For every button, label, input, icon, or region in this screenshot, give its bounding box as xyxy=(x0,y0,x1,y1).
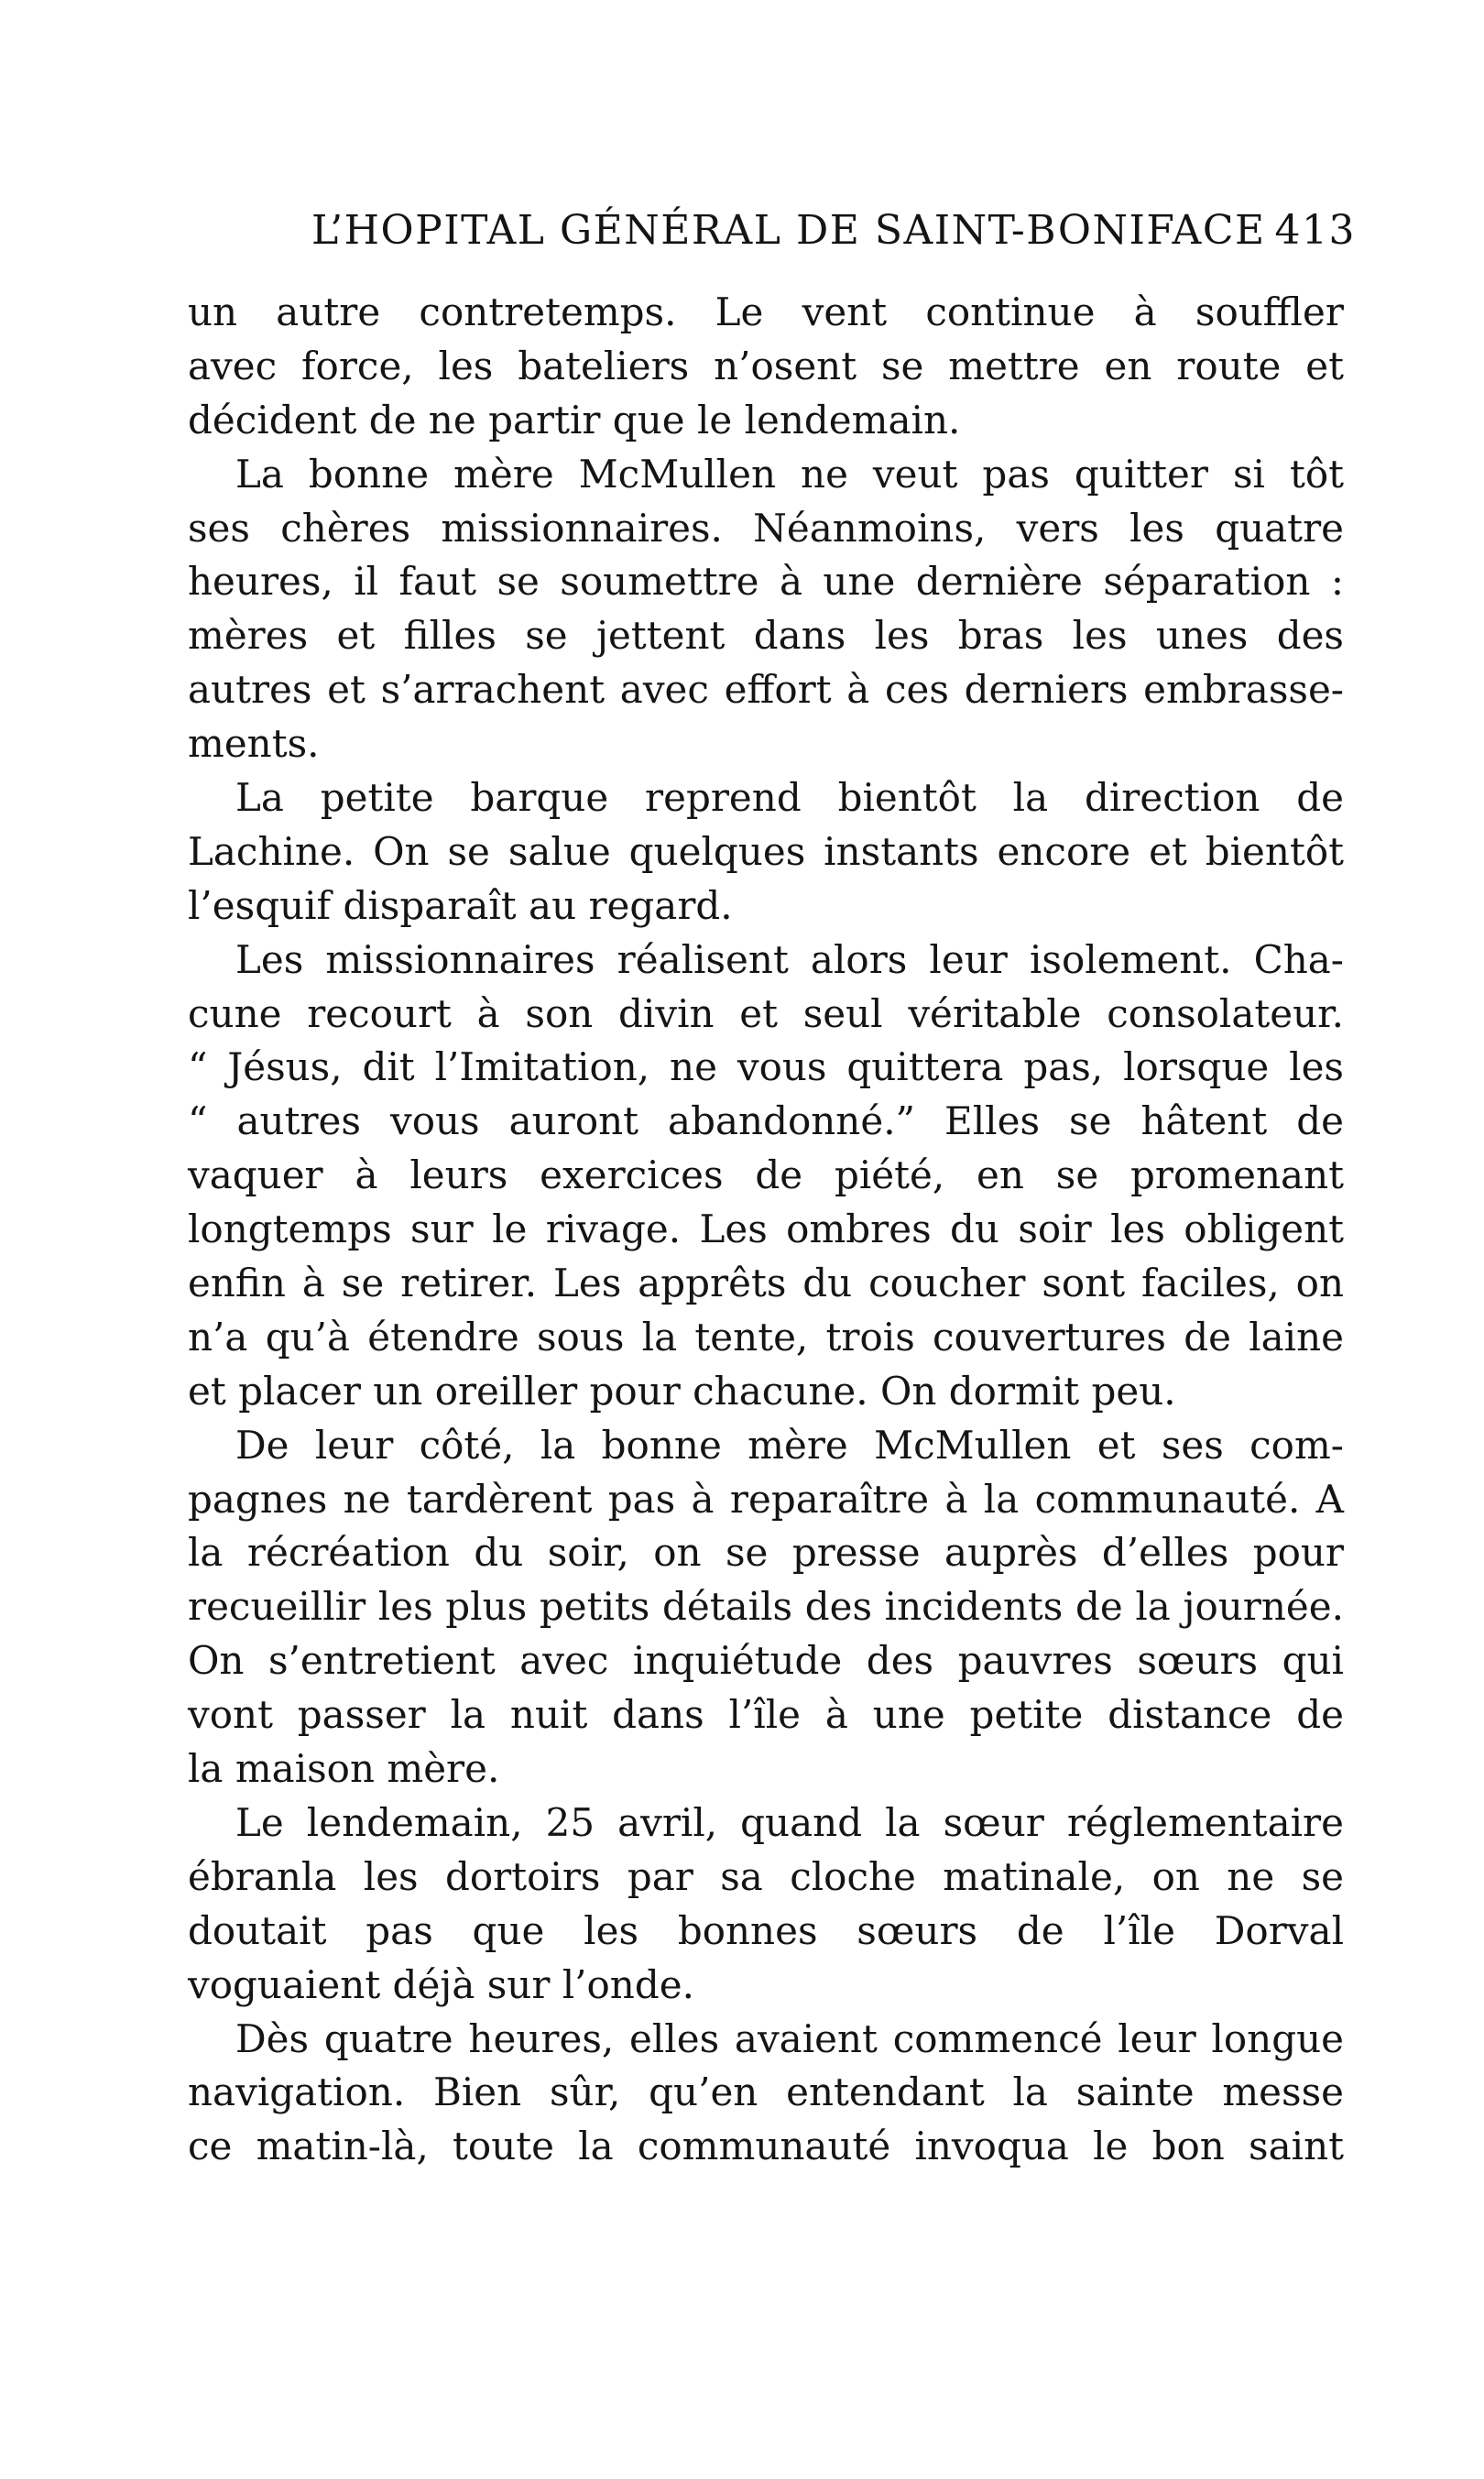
running-head xyxy=(311,203,1356,258)
running-head-title: L’HOPITAL GÉNÉRAL DE SAINT-BONIFACE xyxy=(311,207,1266,254)
text-line: n’a qu’à étendre sous la tente, trois couvertures de laine xyxy=(188,1314,1344,1360)
text-line: ébranla les dortoirs par sa cloche matinale, on ne se xyxy=(188,1853,1344,1899)
text-line: voguaient déjà sur l’onde. xyxy=(188,1961,694,2007)
paragraph xyxy=(188,448,1344,771)
text-line: autres et s’arrachent avec effort à ces derniers embrasse- xyxy=(188,667,1344,713)
text-line: décident de ne partir que le lendemain. xyxy=(188,397,961,442)
text-line: La bonne mère McMullen ne veut pas quitter si tôt xyxy=(235,451,1344,497)
body-text xyxy=(188,286,1344,2174)
text-line: longtemps sur le rivage. Les ombres du soir les obligent xyxy=(188,1207,1344,1252)
text-line: l’esquif disparaît au regard. xyxy=(188,882,733,928)
text-line: ce matin-là, toute la communauté invoqua le bon saint xyxy=(188,2124,1344,2169)
text-line: La petite barque reprend bientôt la direction de xyxy=(235,775,1344,821)
text-line: De leur côté, la bonne mère McMullen et ses com- xyxy=(235,1422,1344,1468)
text-line: vont passer la nuit dans l’île à une petite distance de xyxy=(188,1692,1344,1738)
text-line: heures, il faut se soumettre à une dernière séparation : xyxy=(188,559,1344,605)
paragraph xyxy=(188,771,1344,934)
text-line: avec force, les bateliers n’osent se mettre en route et xyxy=(188,343,1344,388)
text-line: la maison mère. xyxy=(188,1746,500,1792)
text-line: enfin à se retirer. Les apprêts du coucher sont faciles, on xyxy=(188,1261,1344,1306)
text-line: pagnes ne tardèrent pas à reparaître à la communauté. A xyxy=(188,1476,1344,1522)
text-line: Dès quatre heures, elles avaient commencé leur longue xyxy=(235,2015,1344,2061)
text-line: ses chères missionnaires. Néanmoins, vers les quatre xyxy=(188,505,1344,551)
text-line: et placer un oreiller pour chacune. On dormit peu. xyxy=(188,1368,1176,1414)
text-line: un autre contretemps. Le vent continue à souffler xyxy=(188,289,1344,334)
paragraph xyxy=(188,286,1344,448)
text-line: mères et filles se jettent dans les bras les unes des xyxy=(188,613,1344,659)
paragraph xyxy=(188,1796,1344,2013)
text-line: doutait pas que les bonnes sœurs de l’île Dorval xyxy=(188,1907,1344,1953)
paragraph xyxy=(188,1419,1344,1796)
text-line: la récréation du soir, on se presse auprès d’elles pour xyxy=(188,1530,1344,1576)
page-number: 413 xyxy=(1274,207,1356,254)
text-line: vaquer à leurs exercices de piété, en se promenant xyxy=(188,1152,1344,1198)
text-line: recueillir les plus petits détails des incidents de la journée. xyxy=(188,1584,1344,1630)
text-line: “ Jésus, dit l’Imitation, ne vous quittera pas, lorsque les xyxy=(188,1044,1344,1090)
paragraph xyxy=(188,2013,1344,2175)
text-line: navigation. Bien sûr, qu’en entendant la sainte messe xyxy=(188,2069,1344,2115)
text-line: “ autres vous auront abandonné.” Elles se hâtent de xyxy=(188,1098,1344,1144)
text-line: Lachine. On se salue quelques instants encore et bientôt xyxy=(188,828,1344,874)
text-line: ments. xyxy=(188,721,320,767)
paragraph xyxy=(188,934,1344,1419)
text-line: Les missionnaires réalisent alors leur isolement. Cha- xyxy=(235,936,1344,982)
text-line: On s’entretient avec inquiétude des pauvres sœurs qui xyxy=(188,1638,1344,1684)
text-line: cune recourt à son divin et seul véritable consolateur. xyxy=(188,990,1344,1036)
text-line: Le lendemain, 25 avril, quand la sœur réglementaire xyxy=(235,1799,1344,1845)
